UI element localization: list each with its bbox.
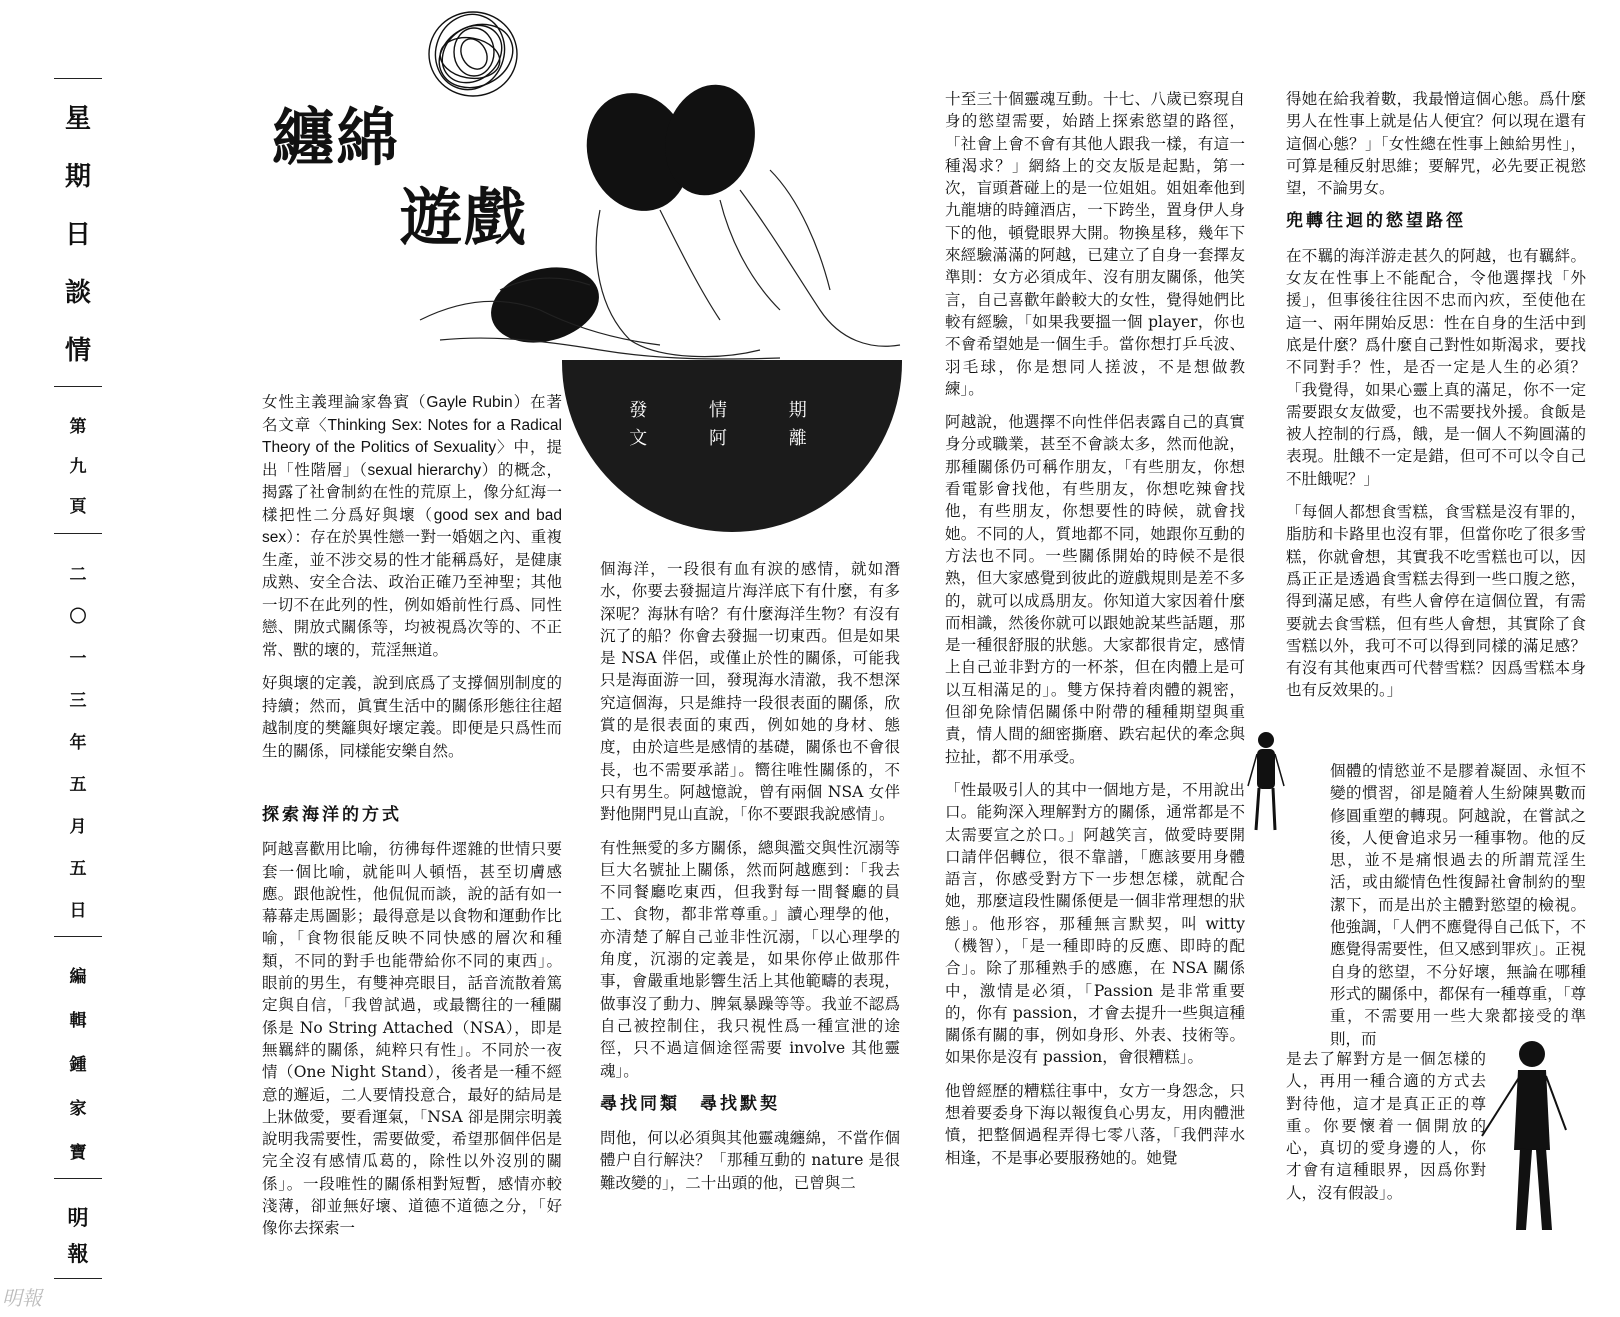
page-char: 九 <box>69 457 87 477</box>
headline-line2: 遊戲 <box>400 181 529 254</box>
page-char: 頁 <box>69 497 87 517</box>
editor-char: 輯 <box>69 1011 87 1031</box>
paragraph: 阿越喜歡用比喻，彷彿每件遝雜的世情只要套一個比喻，就能叫人頓悟，甚至切膚感應。跟他說性，他侃侃而談，說的話有如一幕幕走馬圖影；最得意是以食物和運動作比喻，「食物很能反映不同快感的層次和種類，不同的對手也能帶給你不同的東西」。眼前的男生，有雙神亮眼目，話音流散着篤定與自信，「我曾試過，或最嚮往的一種關係是 No String Attached（NSA），即是無羈絆的關係，純粹只有性」。不同於一夜情（One Night Stand），後者是一種不經意的邂逅，二人要情投意合，最好的結局是上牀做愛，要看運氣，「NSA 卻是開宗明義說明我需要性，需要做愛，希望那個伴侶是完全沒有感情瓜葛的，除性以外沒別的關係」。一段唯性的關係相對短暫，感情亦較淺薄，卻並無好壞、道德不道德之分，「好像你去探索一 <box>262 840 562 1238</box>
paragraph: 好與壞的定義，說到底爲了支撐個別制度的持續；然而，眞實生活中的關係形態往往超越制度的樊籬與好壞定義。即便是只爲性而生的關係，同樣能安樂自然。 <box>262 675 562 760</box>
byline-disc <box>562 360 902 532</box>
paragraph: 「每個人都想食雪糕，食雪糕是沒有罪的，脂肪和卡路里也沒有罪，但當你吃了很多雪糕，你就會想，其實我不吃雪糕也可以，因爲正正是透過食雪糕去得到一些口腹之慾，得到滿足感，有些人會停在這個位置，有需要就去食雪糕，但有些人會想，其實除了食雪糕以外，我可不可以得到同樣的滿足感？有沒有其他東西可代替雪糕？因爲雪糕本身也有反效果的。」 <box>1286 503 1586 700</box>
divider <box>54 1178 102 1179</box>
paragraph: 有性無愛的多方關係，總與濫交與性沉溺等巨大名號扯上關係，然而阿越應到：「我去不同餐廳吃東西，但我對每一間餐廳的員工、食物，都非常尊重。」讀心理學的他，亦清楚了解自己並非性沉溺，「以心理學的角度，沉溺的定義是，如果你停止做那件事，會嚴重地影響生活上其他範疇的表現，做事沒了動力、脾氣暴躁等等。我並不認爲自己被控制住，我只視性爲一種宣泄的途徑，只不過這個途徑需要 involve 其他靈魂」。 <box>600 838 900 1080</box>
paragraph: 「性最吸引人的其中一個地方是，不用說出口。能夠深入理解對方的關係，通常都是不太需要宣之於口。」阿越笑言，做愛時要開口請伴侶轉位，很不靠譜，「應該要用身體語言，你感受對方下一步想怎樣，就配合她，那麼這段性關係便是一個非常理想的狀態」。他形容，那種無言默契，叫 witty（機智），「是一種即時的反應、即時的配合」。除了那種熟手的感應，在 NSA 關係中，激情是必須，「Passion 是非常重要的，你有 passion，才會去提升一些與這種關係有關的事，例如身形、外表、技術等。如果你是沒有 passion，會很糟糕」。 <box>945 780 1245 1067</box>
masthead-sidebar <box>44 78 112 1308</box>
column-4-cont <box>1330 760 1586 1061</box>
paragraph: 個體的情慾並不是膠着凝固、永恒不變的慣習，卻是隨着人生紛陳異數而修圓重塑的轉現。阿越說，在嘗試之後，人便會追求另一種事物。他的反思，並不是痛恨過去的所謂荒淫生活，或由縱情色性復歸社會制約的聖潔下，而是出於主體對慾望的檢視。他強調，「人們不應覺得自己低下，不應覺得需要性，但又感到罪疚」。正視自身的慾望，不分好壞，無論在哪種形式的關係中，都保有一種尊重，「尊重，不需要用一些大衆都接受的準則，而 <box>1330 762 1586 1048</box>
paragraph: 個海洋，一段很有血有淚的感情，就如潛水，你要去發掘這片海洋底下有什麼，有多深呢？海牀有啥？有什麼海洋生物？有沒有沉了的船？你會去發掘一切東西。但是如果是 NSA 伴侶，或僅止於性的關係，可能我只是海面游一回，發現海水清澈，我不想深究這個海，只是維持一段很表面的關係，欣賞的是很表面的東西，例如她的身材、態度，由於這些是感情的基礎，關係也不會很長，也不需要承諾」。嚮往唯性關係的，不只有男生。阿越憶說，曾有兩個 NSA 女伴對他開門見山直說，「你不要跟我說感情」。 <box>600 560 900 824</box>
section-char: 情 <box>64 336 91 366</box>
section-char: 談 <box>64 278 91 308</box>
paragraph: 得她在給我着數，我最憎這個心態。爲什麼男人在性事上就是佔人便宜？何以現在還有這個心態？」「女性總在性事上蝕給男性」，可算是種反射思維；要解咒，必先要正視慾望，不論男女。 <box>1286 90 1586 198</box>
paper-char: 明 <box>67 1205 89 1230</box>
column-1-intro <box>262 392 562 774</box>
date-char: 月 <box>69 817 87 837</box>
divider <box>54 1278 102 1279</box>
paragraph: 在不羈的海洋游走甚久的阿越，也有羈絆。女友在性事上不能配合，令他選擇找「外援」，但事後往往因不忠而內疚，至使他在這一、兩年開始反思：性在自身的生活中到底是什麼？爲什麼自己對性如斯渴求，要找不同對手？性，是否一定是人生的必須？「我覺得，如果心靈上真的滿足，你不一定需要跟女友做愛，也不需要找外援。食飯是被人控制的行爲，餓，是一個人不夠圓滿的表現。肚餓不一定是錯，但可不可以令自己不肚餓呢？」 <box>1286 246 1586 488</box>
date-char: 日 <box>69 901 87 921</box>
section-heading: 探索海洋的方式 <box>262 805 402 825</box>
editor-char: 編 <box>69 967 87 987</box>
watermark: 明報 <box>2 1286 42 1310</box>
paragraph: 問他，何以必須與其他靈魂纏綿，不當作個體户自行解決？「那種互動的 nature 是很難改變的」，二十出頭的他，已曾與二 <box>600 1129 900 1192</box>
editor-char: 寶 <box>69 1143 87 1163</box>
date-char: 三 <box>69 691 87 711</box>
editor-char: 家 <box>69 1099 87 1119</box>
section-char: 日 <box>64 220 91 250</box>
divider <box>54 936 102 937</box>
standing-figure-large <box>1470 1040 1580 1240</box>
column-3 <box>945 88 1245 1180</box>
divider <box>54 78 102 79</box>
paper-char: 報 <box>67 1241 89 1266</box>
paragraph: 他曾經歷的糟糕往事中，女方一身怨念，只想着要委身下海以報復負心男友，用肉體泄憤，把整個過程弄得七零八落，「我們萍水相逢，不是事必要服務她的。她覺 <box>945 1081 1245 1167</box>
couple-illustration <box>300 60 910 370</box>
headline-line1: 纏綿 <box>272 101 401 174</box>
editor-char: 鍾 <box>69 1055 87 1075</box>
column-name: 發 情 期 <box>629 400 835 421</box>
column-4-end <box>1286 1048 1486 1215</box>
column-1-body <box>262 798 562 1251</box>
standing-figure-small <box>1244 730 1288 840</box>
date-char: 五 <box>69 859 87 879</box>
column-2 <box>600 558 900 1205</box>
divider <box>54 386 102 387</box>
page-char: 第 <box>69 417 87 437</box>
date-char: 五 <box>69 775 87 795</box>
author-name: 文 阿 離 <box>629 428 835 449</box>
divider <box>54 533 102 534</box>
column-4 <box>1286 88 1586 713</box>
paragraph: 女性主義理論家魯賓（Gayle Rubin）在著名文章〈Thinking Sex: Notes for a Radical Theory of the Politics of Sexuality〉中，提出「性階層」（sexual hierarchy）的概念，揭露了社會制約在性的荒原上，像分紅海一樣把性二分爲好與壞（good sex and bad sex）：存在於異性戀一對一婚姻之內、重複生產，並不涉交易的性才能稱爲好，是健康成熟、安全合法、政治正確乃至神聖；其他一切不在此列的性，例如婚前性行爲、同性戀、開放式關係等，均被視爲次等的、不正常、獸的壞的，荒淫無道。 <box>262 394 562 659</box>
paragraph: 十至三十個靈魂互動。十七、八歲已察現自身的慾望需要，始踏上探索慾望的路徑，「社會上會不會有其他人跟我一樣，有這一種渴求？」網絡上的交友版是起點，第一次，盲頭蒼碰上的是一位姐姐。姐姐牽他到九龍塘的時鐘酒店，一下跨坐，置身伊人身下的他，頓覺眼界大開。物換星移，幾年下來經驗滿滿的阿越，已建立了自身一套擇友準則：女方必須成年、沒有朋友關係，他笑言，自己喜歡年齡較大的女性，覺得她們比較有經驗，「如果我要搵一個 player，你也不會希望她是一個生手。當你想打乒乓波、羽毛球，你是想同人搓波，不是想做教練」。 <box>945 90 1245 398</box>
paragraph: 是去了解對方是一個怎樣的人，再用一種合適的方式去對待他，這才是真正正的尊重。你要懷着一個開放的心，真切的愛身邊的人，你才會有這種眼界，因爲你對人，沒有假設」。 <box>1286 1050 1486 1202</box>
section-char: 期 <box>64 162 91 192</box>
date-char: 年 <box>69 733 87 753</box>
date-char: 〇 <box>69 607 87 627</box>
section-heading: 尋找同類 尋找默契 <box>600 1093 780 1114</box>
date-char: 一 <box>69 649 87 669</box>
date-char: 二 <box>69 565 87 585</box>
section-char: 星 <box>64 104 91 134</box>
section-heading: 兜轉往迴的慾望路徑 <box>1286 211 1466 232</box>
paragraph: 阿越說，他選擇不向性伴侶表露自己的真實身分或職業，甚至不會談太多，然而他說，那種關係仍可稱作朋友，「有些朋友，你想看電影會找他，有些朋友，你想吃辣會找他，有些朋友，你想要性的時候，就會找她。不同的人，質地都不同，她跟你互動的方法也不同。一些關係開始的時候不是很熟，但大家感覺到彼此的遊戲規則是差不多的，就可以成爲朋友。你知道大家因着什麼而相識，然後你就可以跟她說某些話題，那是一種很舒服的狀態。大家都很肯定，感情上自己並非對方的一杯茶，但在肉體上是可以互相滿足的」。雙方保持着肉體的親密，但卻免除情侶關係中附帶的種種期望與重責，情人間的細密撕磨、跌宕起伏的牽念與拉扯，都不用承受。 <box>945 413 1245 766</box>
